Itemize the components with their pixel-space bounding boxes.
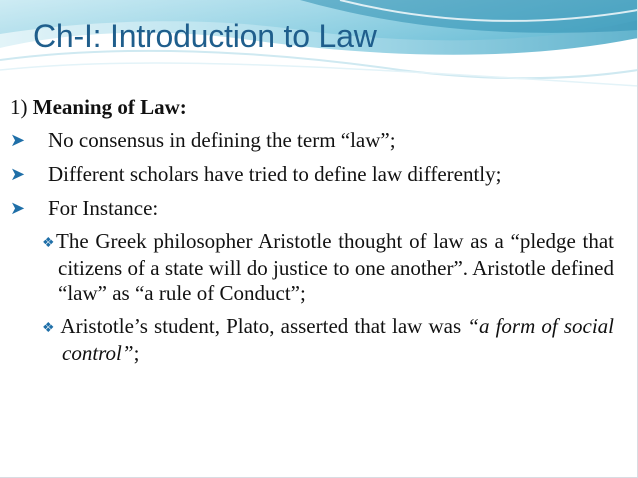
sub-bullet-item xyxy=(42,229,614,306)
arrow-bullet-icon: ➤ xyxy=(10,130,26,150)
section-number: 1) xyxy=(10,95,33,119)
arrow-bullet-icon: ➤ xyxy=(10,164,26,184)
sub-bullet-suffix: ; xyxy=(133,341,140,365)
sub-bullet-item xyxy=(42,314,615,366)
section-heading-label: Meaning of Law: xyxy=(32,95,187,119)
bullet-item xyxy=(10,161,624,187)
sub-bullet-text: The Greek philosopher Aristotle thought of law as a “pledge that citizens of a state will do justice to one another”. Aristotle defined “law” as “a rule of Conduct”; xyxy=(56,229,614,305)
diamond-bullet-icon: ❖ xyxy=(42,236,56,251)
sub-bullet-text: Aristotle’s student, Plato, asserted that law was xyxy=(60,314,468,338)
arrow-bullet-icon: ➤ xyxy=(10,198,26,218)
bullet-item xyxy=(10,127,624,153)
slide-title: Ch-I: Introduction to Law xyxy=(33,18,377,54)
slide-content xyxy=(10,94,624,374)
diamond-bullet-icon: ❖ xyxy=(42,321,56,336)
section-heading xyxy=(10,94,624,120)
bullet-item xyxy=(10,195,624,221)
bullet-text: Different scholars have tried to define law differently; xyxy=(48,162,502,186)
bullet-text: No consensus in defining the term “law”; xyxy=(48,128,396,152)
sub-bullet-emphasis: “a form of social control” xyxy=(62,314,615,365)
bullet-text: For Instance: xyxy=(48,196,159,220)
